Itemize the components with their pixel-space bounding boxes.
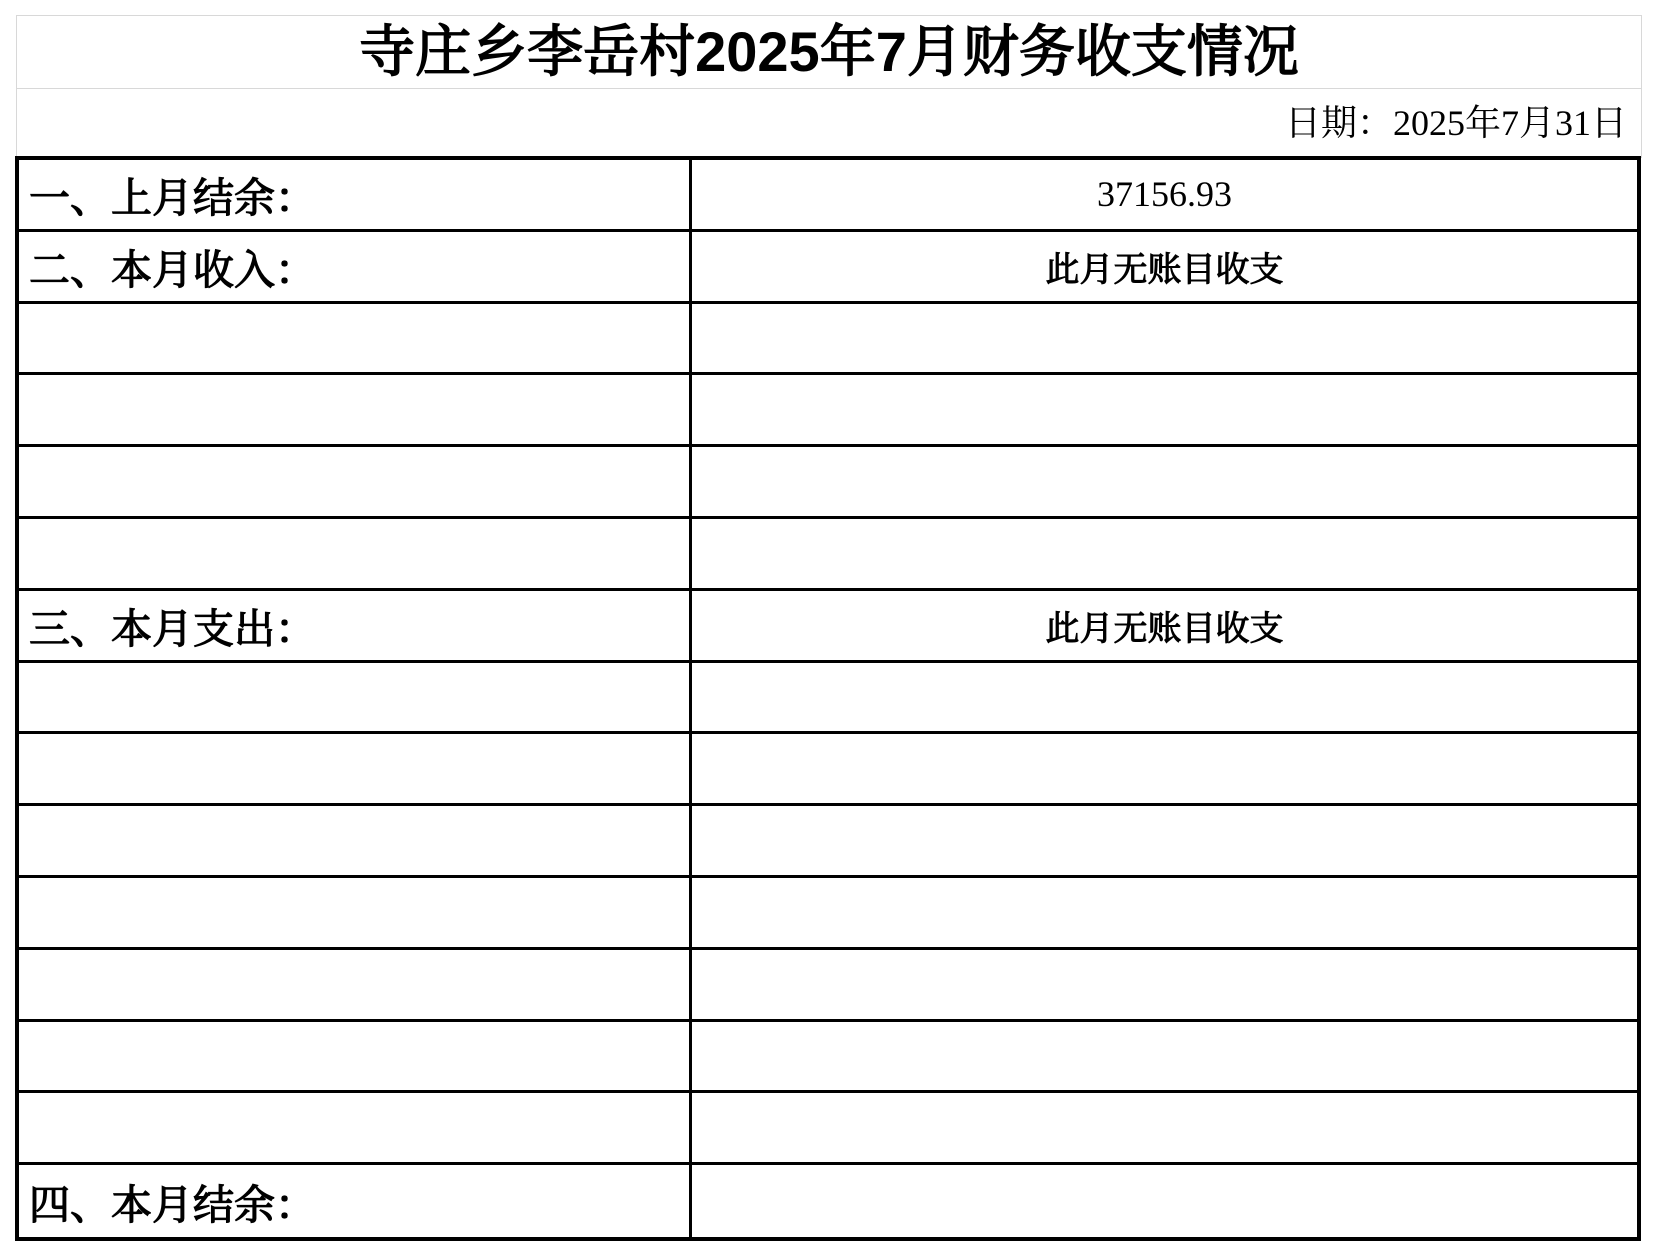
row-label bbox=[19, 734, 692, 806]
row-label: 一、上月结余： bbox=[19, 160, 692, 232]
row-label bbox=[19, 519, 692, 591]
row-value bbox=[692, 1093, 1637, 1165]
row-value bbox=[692, 1165, 1637, 1237]
row-value bbox=[692, 878, 1637, 950]
row-value bbox=[692, 1022, 1637, 1094]
row-value bbox=[692, 519, 1637, 591]
row-value: 此月无账目收支 bbox=[692, 232, 1637, 304]
row-label bbox=[19, 375, 692, 447]
row-label bbox=[19, 878, 692, 950]
row-value: 37156.93 bbox=[692, 160, 1637, 232]
row-label bbox=[19, 663, 692, 735]
row-label bbox=[19, 1093, 692, 1165]
row-label bbox=[19, 950, 692, 1022]
row-value bbox=[692, 375, 1637, 447]
row-label: 四、本月结余： bbox=[19, 1165, 692, 1237]
date-label: 日期：2025年7月31日 bbox=[1284, 103, 1627, 143]
row-label bbox=[19, 1022, 692, 1094]
row-value: 此月无账目收支 bbox=[692, 591, 1637, 663]
row-label: 二、本月收入： bbox=[19, 232, 692, 304]
row-value bbox=[692, 950, 1637, 1022]
row-value bbox=[692, 663, 1637, 735]
gridline-right bbox=[1641, 15, 1642, 158]
row-value bbox=[692, 304, 1637, 376]
finance-table bbox=[15, 156, 1641, 1241]
row-value bbox=[692, 806, 1637, 878]
row-value bbox=[692, 734, 1637, 806]
row-value bbox=[692, 447, 1637, 519]
row-label bbox=[19, 806, 692, 878]
row-label bbox=[19, 447, 692, 519]
page-title: 寺庄乡李岳村2025年7月财务收支情况 bbox=[359, 20, 1299, 83]
row-label: 三、本月支出： bbox=[19, 591, 692, 663]
row-label bbox=[19, 304, 692, 376]
